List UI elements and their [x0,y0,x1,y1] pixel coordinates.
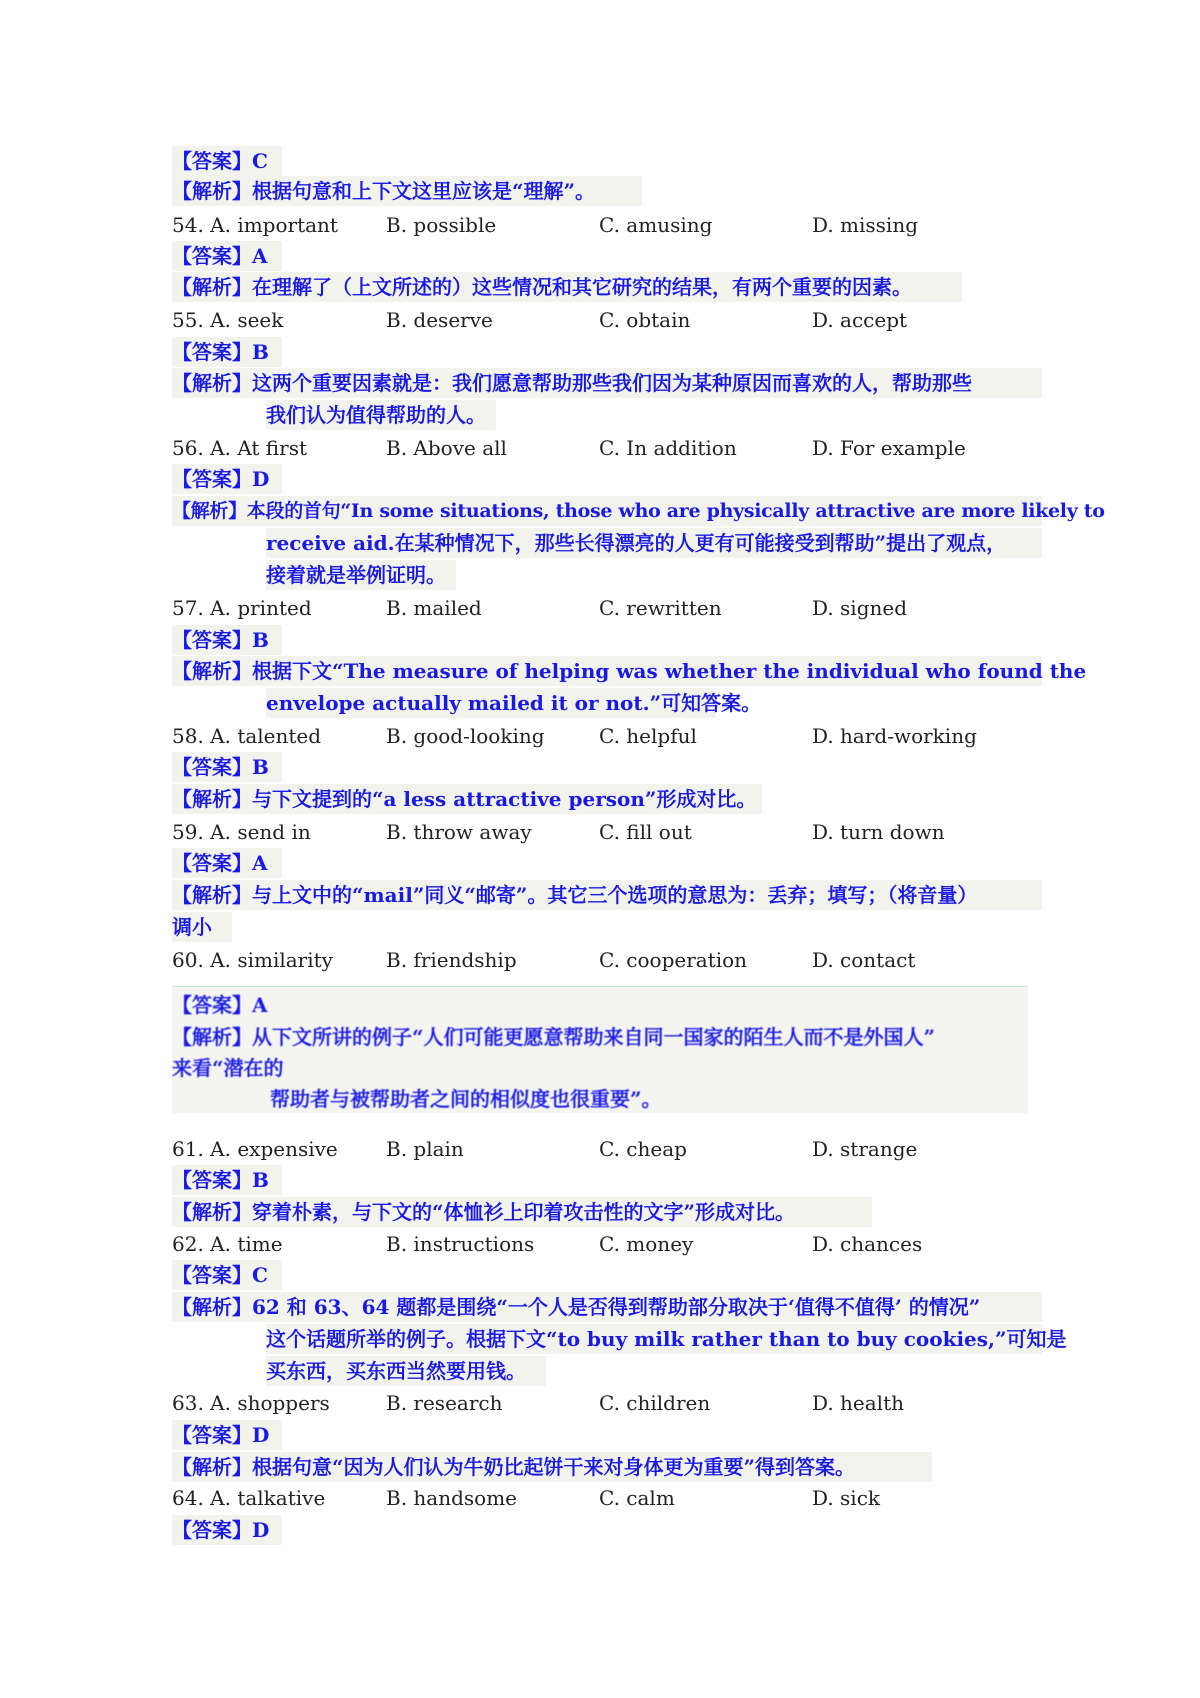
answer-58: 【答案】B [172,752,282,782]
question-58 [172,721,1042,751]
question-56-option-d: D. For example [812,436,966,460]
question-62-option-d: D. chances [812,1232,923,1256]
question-60 [172,945,1042,975]
question-61 [172,1134,1042,1164]
explanation-62-line-3: 买东西，买东西当然要用钱。 [266,1356,546,1386]
answer-56: 【答案】D [172,464,282,494]
question-64-option-a: 64. A. talkative [172,1486,326,1510]
explanation-62-line-2: 这个话题所举的例子。根据下文“to buy milk rather than to buy cookies,”可知是 [266,1324,1042,1354]
question-61-option-c: C. cheap [599,1137,687,1161]
answer-53: 【答案】C [172,146,282,176]
question-60-option-a: 60. A. similarity [172,948,333,972]
question-54-option-c: C. amusing [599,213,713,237]
explanation-62-line-1: 【解析】62 和 63、64 题都是围绕“一个人是否得到帮助部分取决于‘值得不值得’ 的情况” [172,1292,1042,1322]
question-55 [172,305,1042,335]
question-63-option-c: C. children [599,1391,711,1415]
question-56-option-a: 56. A. At first [172,436,308,460]
answer-55: 【答案】B [172,337,282,367]
question-57-option-a: 57. A. printed [172,596,312,620]
question-59-option-b: B. throw away [386,820,532,844]
question-56-option-b: B. Above all [386,436,507,460]
answer-62: 【答案】C [172,1260,282,1290]
question-63 [172,1388,1042,1418]
explanation-60-line-1: 【解析】从下文所讲的例子“人们可能更愿意帮助来自同一国家的陌生人而不是外国人” [172,1025,936,1049]
explanation-56-line-1: 【解析】本段的首句“In some situations, those who are physically attractive are more likely to [172,496,1042,526]
question-55-option-b: B. deserve [386,308,493,332]
explanation-61: 【解析】穿着朴素，与下文的“体恤衫上印着攻击性的文字”形成对比。 [172,1197,872,1227]
question-62-option-b: B. instructions [386,1232,535,1256]
question-63-option-b: B. research [386,1391,503,1415]
explanation-56-line-2: receive aid.在某种情况下，那些长得漂亮的人更有可能接受到帮助”提出了观点， [266,528,1042,558]
explanation-56-line-3: 接着就是举例证明。 [266,560,456,590]
question-59-option-a: 59. A. send in [172,820,311,844]
question-59-option-d: D. turn down [812,820,945,844]
question-62-option-c: C. money [599,1232,694,1256]
question-58-option-b: B. good-looking [386,724,545,748]
question-58-option-a: 58. A. talented [172,724,322,748]
question-61-option-b: B. plain [386,1137,464,1161]
question-60-option-b: B. friendship [386,948,517,972]
explanation-63: 【解析】根据句意“因为人们认为牛奶比起饼干来对身体更为重要”得到答案。 [172,1452,932,1482]
explanation-55-line-1: 【解析】这两个重要因素就是：我们愿意帮助那些我们因为某种原因而喜欢的人，帮助那些 [172,368,1042,398]
question-56 [172,433,1042,463]
question-56-option-c: C. In addition [599,436,737,460]
question-63-option-a: 63. A. shoppers [172,1391,330,1415]
question-60-option-d: D. contact [812,948,916,972]
question-58-option-d: D. hard-working [812,724,977,748]
question-59-option-c: C. fill out [599,820,692,844]
question-64 [172,1483,1042,1513]
question-64-option-b: B. handsome [386,1486,518,1510]
question-55-option-c: C. obtain [599,308,691,332]
question-57-option-d: D. signed [812,596,908,620]
question-61-option-a: 61. A. expensive [172,1137,338,1161]
explanation-60-line-3: 帮助者与被帮助者之间的相似度也很重要”。 [270,1087,662,1111]
question-59 [172,817,1042,847]
question-64-option-d: D. sick [812,1486,881,1510]
question-57 [172,593,1042,623]
explanation-60-line-2: 来看“潜在的 [172,1056,284,1080]
answer-64: 【答案】D [172,1515,282,1545]
explanation-59-line-1: 【解析】与上文中的“mail”同义“邮寄”。其它三个选项的意思为：丢弃；填写；（将音量） [172,880,1042,910]
question-63-option-d: D. health [812,1391,904,1415]
question-57-option-b: B. mailed [386,596,482,620]
question-64-option-c: C. calm [599,1486,675,1510]
question-54-option-b: B. possible [386,213,497,237]
question-55-option-a: 55. A. seek [172,308,284,332]
explanation-53: 【解析】根据句意和上下文这里应该是“理解”。 [172,176,642,206]
question-58-option-c: C. helpful [599,724,697,748]
question-60-option-c: C. cooperation [599,948,748,972]
answer-59: 【答案】A [172,848,282,878]
question-62 [172,1229,1042,1259]
question-62-option-a: 62. A. time [172,1232,283,1256]
question-54-option-a: 54. A. important [172,213,338,237]
explanation-58: 【解析】与下文提到的“a less attractive person”形成对比。 [172,784,762,814]
answer-63: 【答案】D [172,1420,282,1450]
answer-57: 【答案】B [172,625,282,655]
question-57-option-c: C. rewritten [599,596,722,620]
answer-60: 【答案】A [172,993,268,1017]
explanation-55-line-2: 我们认为值得帮助的人。 [266,400,496,430]
answer-54: 【答案】A [172,241,282,271]
question-55-option-d: D. accept [812,308,908,332]
answer-61: 【答案】B [172,1165,282,1195]
question-54 [172,210,1042,240]
explanation-54: 【解析】在理解了（上文所述的）这些情况和其它研究的结果，有两个重要的因素。 [172,272,962,302]
explanation-57-line-1: 【解析】根据下文“The measure of helping was whether the individual who found the [172,656,1042,686]
explanation-59-line-2: 调小 [172,912,232,942]
question-54-option-d: D. missing [812,213,919,237]
explanation-57-line-2: envelope actually mailed it or not.”可知答案。 [266,688,716,718]
question-61-option-d: D. strange [812,1137,918,1161]
